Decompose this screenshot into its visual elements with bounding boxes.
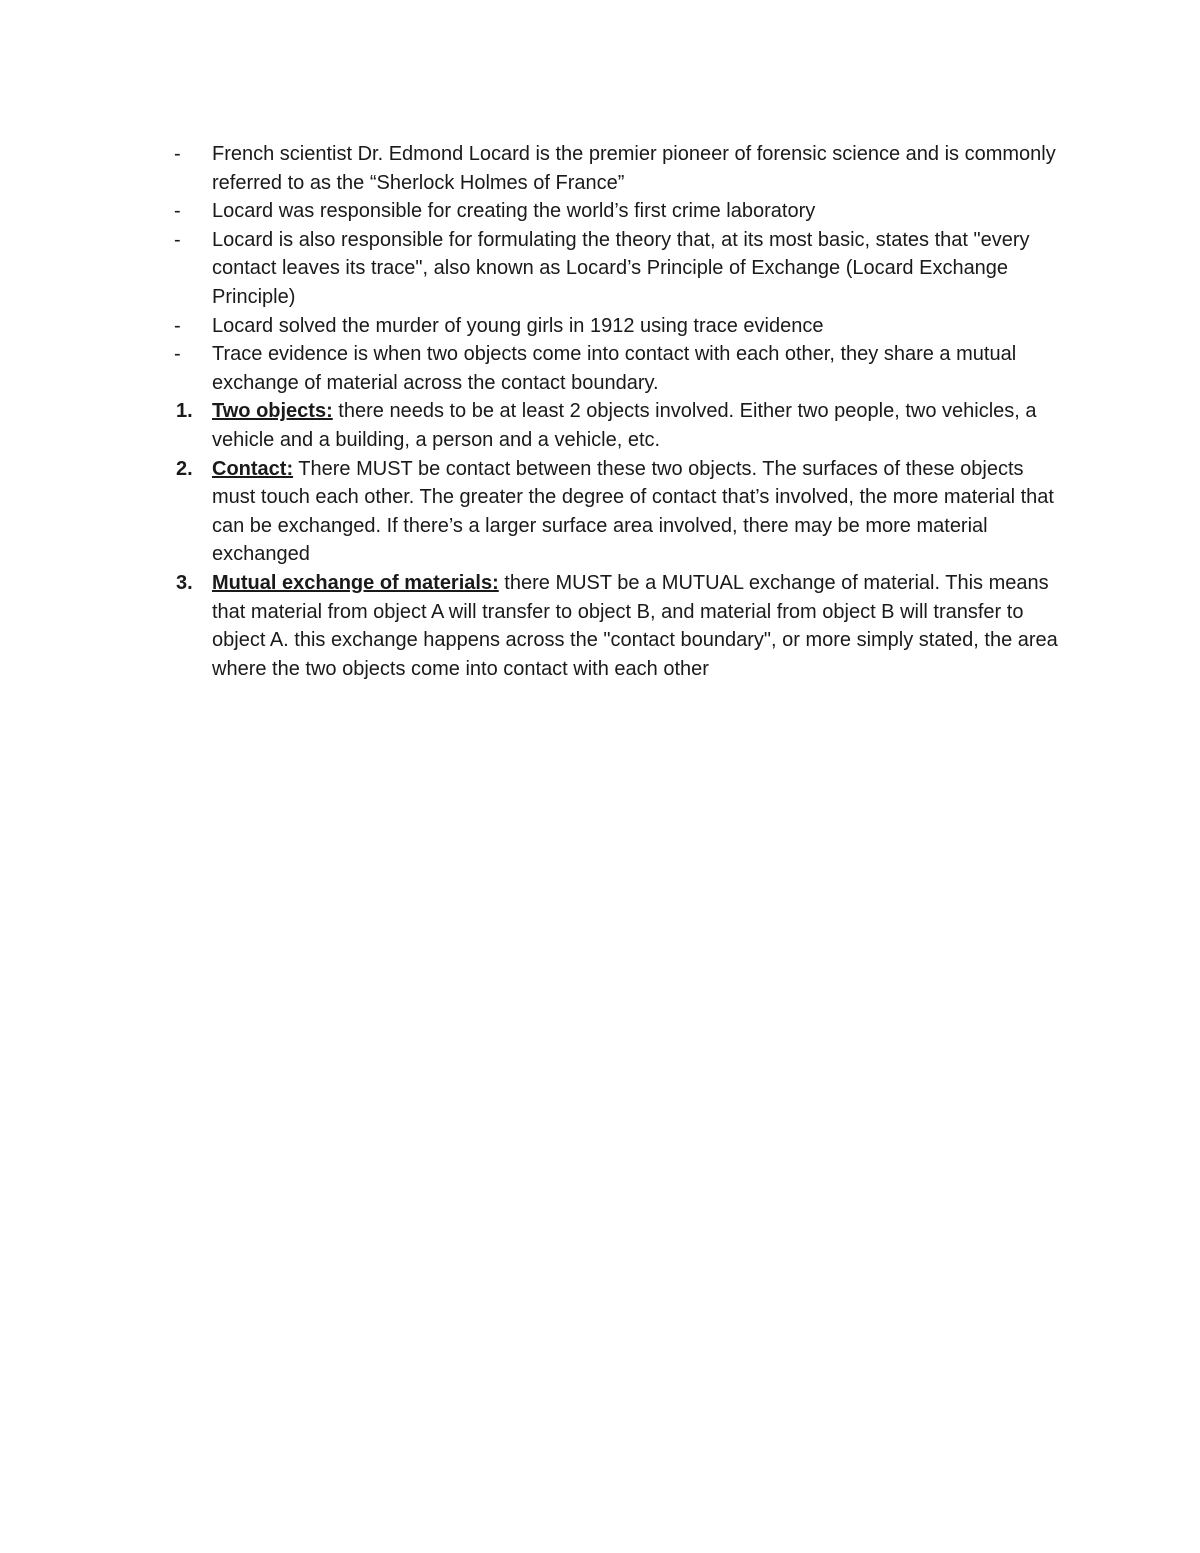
bullet-item	[168, 340, 1068, 397]
bullet-marker: -	[174, 143, 181, 165]
numbered-marker: 1.	[176, 400, 193, 423]
bullet-text: Locard solved the murder of young girls in 1912 using trace evidence	[212, 314, 824, 337]
numbered-marker: 2.	[176, 457, 193, 480]
numbered-text: There MUST be contact between these two objects. The surfaces of these objects must touch each other. The greater the degree of contact that’s involved, the more material that can be exchanged. If there’s a larger surface area involved, there may be more material exchanged	[212, 457, 1054, 566]
bullet-text: French scientist Dr. Edmond Locard is the premier pioneer of forensic science and is commonly referred to as the “Sherlock Holmes of France”	[212, 143, 1056, 194]
bullet-item	[168, 312, 1068, 341]
bullet-text: Trace evidence is when two objects come into contact with each other, they share a mutual exchange of material across the contact boundary.	[212, 343, 1017, 394]
numbered-item	[168, 569, 1068, 683]
numbered-item	[168, 397, 1068, 454]
bullet-marker: -	[174, 228, 181, 251]
numbered-term: Mutual exchange of materials:	[212, 571, 499, 594]
bullet-marker: -	[174, 200, 181, 223]
numbered-text: there needs to be at least 2 objects involved. Either two people, two vehicles, a vehicle and a building, a person and a vehicle, etc.	[212, 400, 1037, 451]
numbered-term: Two objects:	[212, 400, 333, 423]
document-body	[168, 140, 1068, 683]
bullet-text: Locard was responsible for creating the world’s first crime laboratory	[212, 200, 816, 223]
bullet-item	[168, 226, 1068, 312]
bullet-item	[168, 140, 1068, 197]
numbered-term: Contact:	[212, 457, 294, 480]
bullet-marker: -	[174, 314, 181, 337]
numbered-item	[168, 455, 1068, 569]
numbered-marker: 3.	[176, 571, 193, 594]
numbered-text: there MUST be a MUTUAL exchange of material. This means that material from object A will transfer to object B, and material from object B will transfer to object A. this exchange happens across the "contact boundary", or more simply stated, the area where the two objects come into contact with each other	[212, 571, 1058, 680]
bullet-text: Locard is also responsible for formulating the theory that, at its most basic, states that "every contact leaves its trace", also known as Locard’s Principle of Exchange (Locard Exchange Principle)	[212, 228, 1030, 308]
bullet-item	[168, 197, 1068, 226]
bullet-marker: -	[174, 343, 181, 366]
